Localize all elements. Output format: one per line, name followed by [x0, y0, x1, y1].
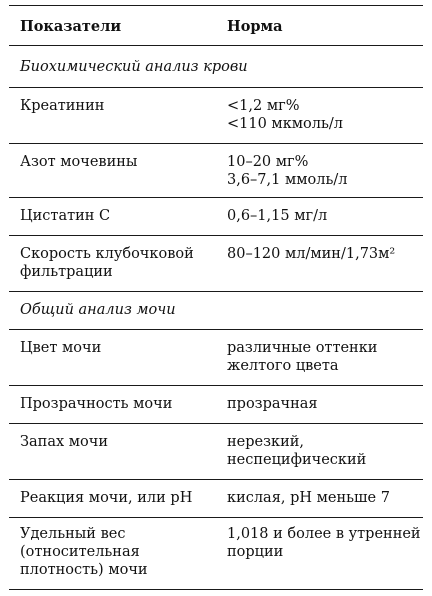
table-row-urine-color [9, 330, 423, 386]
section-urinalysis [9, 292, 423, 330]
section-label: Биохимический анализ крови [20, 59, 248, 75]
row-value: прозрачная [227, 396, 318, 412]
row-value: <1,2 мг% <110 мкмоль/л [227, 98, 343, 132]
row-name: Удельный вес (относительная плотность) мочи [20, 526, 148, 578]
row-name: Запах мочи [20, 434, 109, 450]
section-label: Общий анализ мочи [20, 302, 176, 318]
row-name: Азот мочевины [20, 154, 138, 170]
row-value: кислая, рН меньше 7 [227, 490, 390, 506]
table-row-specific-gravity [9, 518, 423, 590]
table-row-urine-clarity [9, 386, 423, 424]
section-blood-biochemistry [9, 46, 423, 88]
row-name: Креатинин [20, 98, 105, 114]
table-row-urine-odor [9, 424, 423, 480]
row-value: 0,6–1,15 мг/л [227, 208, 328, 224]
table-row-gfr [9, 236, 423, 292]
table-row-urine-ph [9, 480, 423, 518]
row-name: Прозрачность мочи [20, 396, 173, 412]
table-row-urea-nitrogen [9, 144, 423, 198]
row-value: 80–120 мл/мин/1,73м² [227, 246, 396, 262]
row-value: 10–20 мг% 3,6–7,1 ммоль/л [227, 154, 348, 188]
row-name: Цвет мочи [20, 340, 102, 356]
table-row-cystatin-c [9, 198, 423, 236]
row-value: различные оттенки желтого цвета [227, 340, 378, 374]
table-header [9, 6, 423, 46]
row-name: Скорость клубочковой фильтрации [20, 246, 194, 280]
row-value: нерезкий, неспецифический [227, 434, 367, 468]
header-indicators: Показатели [20, 18, 122, 35]
row-value: 1,018 и более в утренней порции [227, 526, 421, 560]
table-row-creatinine [9, 88, 423, 144]
header-norm: Норма [227, 18, 283, 35]
row-name: Реакция мочи, или рН [20, 490, 193, 506]
row-name: Цистатин С [20, 208, 111, 224]
